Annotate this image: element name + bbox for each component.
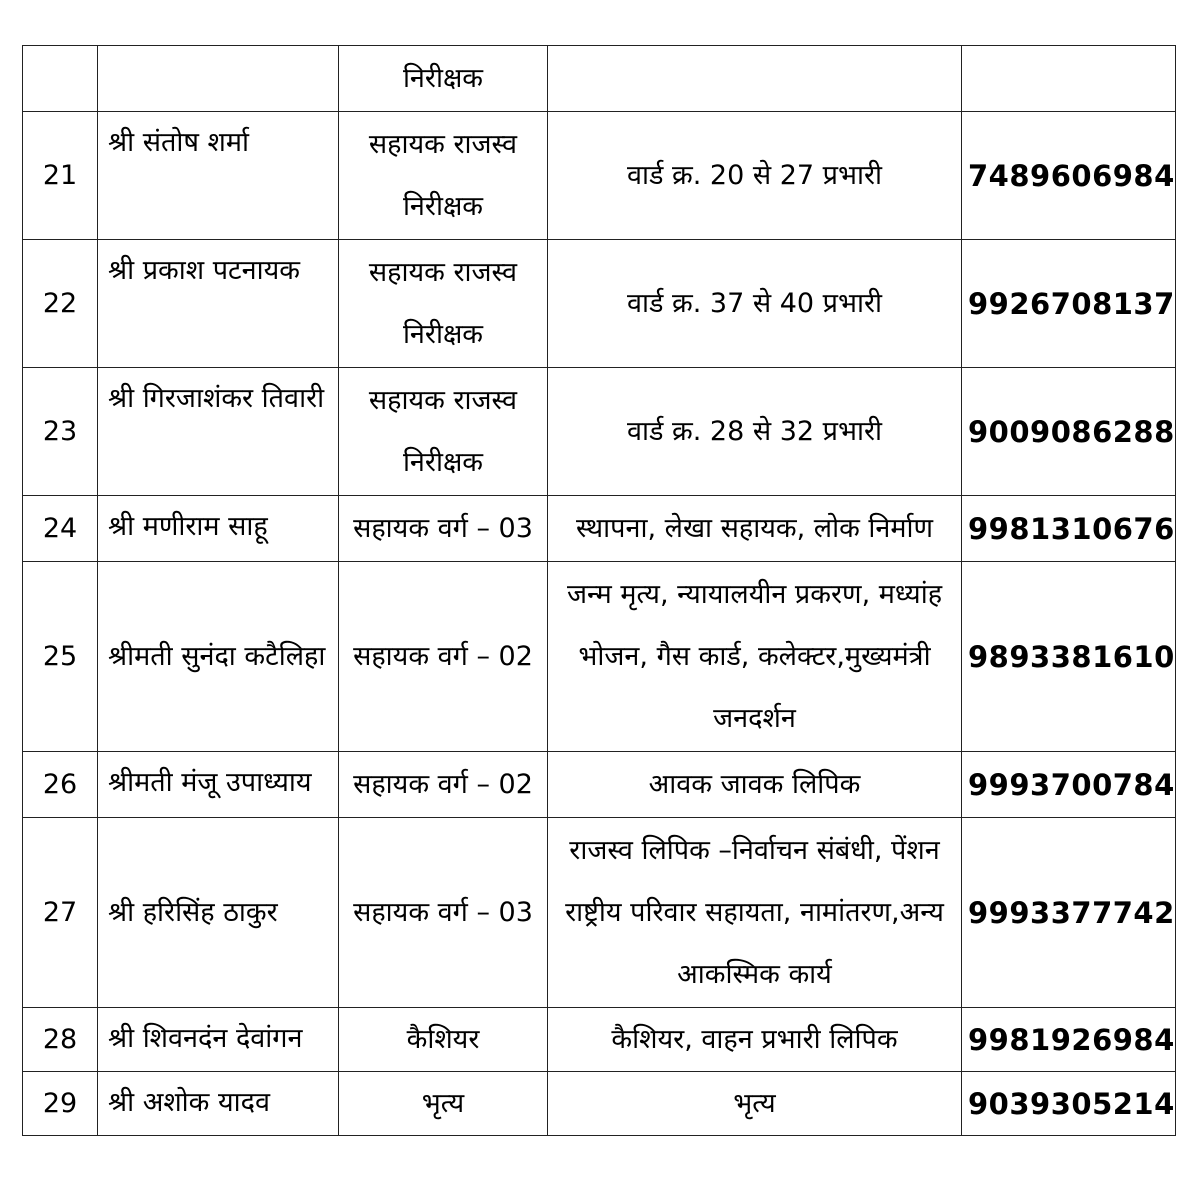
- phone-cell: 9893381610: [962, 562, 1176, 752]
- table-row: [23, 562, 1176, 752]
- designation-cell: [339, 368, 548, 496]
- work-line: आवक जावक लिपिक: [648, 768, 861, 800]
- designation-line: सहायक राजस्व: [368, 256, 518, 288]
- phone-cell: 9981310676: [962, 496, 1176, 562]
- designation-cell: [339, 752, 548, 818]
- work-cell: [548, 562, 962, 752]
- staff-table: [22, 45, 1176, 1136]
- name-cell: श्री प्रकाश पटनायक: [98, 240, 339, 368]
- phone-cell: 9993700784: [962, 752, 1176, 818]
- name-cell: श्री शिवनदंन देवांगन: [98, 1008, 339, 1072]
- table-row: [23, 46, 1176, 112]
- designation-cell: [339, 112, 548, 240]
- designation-cell: [339, 496, 548, 562]
- name-cell: श्री गिरजाशंकर तिवारी: [98, 368, 339, 496]
- serial-number-cell: [23, 46, 98, 112]
- designation-cell: [339, 46, 548, 112]
- designation-cell: [339, 1008, 548, 1072]
- table-row: [23, 496, 1176, 562]
- work-line: राष्ट्रीय परिवार सहायता, नामांतरण,अन्य: [565, 896, 944, 928]
- work-cell: [548, 752, 962, 818]
- serial-number-cell: 23: [23, 368, 98, 496]
- designation-line: निरीक्षक: [402, 190, 484, 222]
- designation-line: सहायक वर्ग – 03: [353, 896, 533, 928]
- table-row: [23, 240, 1176, 368]
- work-line: कैशियर, वाहन प्रभारी लिपिक: [611, 1023, 898, 1055]
- work-line: वार्ड क्र. 20 से 27 प्रभारी: [626, 159, 883, 191]
- designation-line: सहायक वर्ग – 02: [353, 640, 533, 672]
- serial-number-cell: 27: [23, 818, 98, 1008]
- designation-line: निरीक्षक: [402, 446, 484, 478]
- table-row: [23, 1072, 1176, 1136]
- serial-number-cell: 21: [23, 112, 98, 240]
- phone-cell: 9981926984: [962, 1008, 1176, 1072]
- work-line: स्थापना, लेखा सहायक, लोक निर्माण: [575, 512, 934, 544]
- designation-line: भृत्य: [421, 1087, 465, 1119]
- designation-line: सहायक वर्ग – 02: [353, 768, 533, 800]
- serial-number-cell: 24: [23, 496, 98, 562]
- designation-line: निरीक्षक: [402, 62, 484, 94]
- phone-cell: 7489606984: [962, 112, 1176, 240]
- designation-line: सहायक राजस्व: [368, 384, 518, 416]
- table-row: [23, 112, 1176, 240]
- designation-cell: [339, 1072, 548, 1136]
- work-line: भृत्य: [733, 1087, 776, 1119]
- designation-cell: [339, 818, 548, 1008]
- work-cell: [548, 1008, 962, 1072]
- table-row: [23, 368, 1176, 496]
- designation-line: निरीक्षक: [402, 318, 484, 350]
- work-cell: [548, 818, 962, 1008]
- work-line: जनदर्शन: [713, 702, 796, 734]
- designation-cell: [339, 562, 548, 752]
- designation-line: सहायक वर्ग – 03: [353, 512, 533, 544]
- phone-cell: 9993377742: [962, 818, 1176, 1008]
- designation-cell: [339, 240, 548, 368]
- work-cell: [548, 496, 962, 562]
- phone-cell: 9926708137: [962, 240, 1176, 368]
- staff-table-body: [23, 46, 1176, 1136]
- phone-cell: 9009086288: [962, 368, 1176, 496]
- serial-number-cell: 25: [23, 562, 98, 752]
- name-cell: श्रीमती सुनंदा कटैलिहा: [98, 562, 339, 752]
- serial-number-cell: 26: [23, 752, 98, 818]
- work-line: जन्म मृत्य, न्यायालयीन प्रकरण, मध्यांह: [566, 578, 943, 610]
- work-cell: [548, 112, 962, 240]
- work-line: राजस्व लिपिक –निर्वाचन संबंधी, पेंशन: [569, 834, 940, 866]
- work-cell: [548, 1072, 962, 1136]
- designation-line: सहायक राजस्व: [368, 128, 518, 160]
- phone-cell: 9039305214: [962, 1072, 1176, 1136]
- work-cell: [548, 46, 962, 112]
- work-line: वार्ड क्र. 37 से 40 प्रभारी: [626, 287, 883, 319]
- serial-number-cell: 29: [23, 1072, 98, 1136]
- work-cell: [548, 240, 962, 368]
- table-row: [23, 1008, 1176, 1072]
- designation-line: कैशियर: [406, 1023, 480, 1055]
- work-cell: [548, 368, 962, 496]
- work-line: आकस्मिक कार्य: [677, 958, 832, 990]
- table-row: [23, 752, 1176, 818]
- name-cell: श्री मणीराम साहू: [98, 496, 339, 562]
- name-cell: श्री अशोक यादव: [98, 1072, 339, 1136]
- name-cell: श्री हरिसिंह ठाकुर: [98, 818, 339, 1008]
- table-row: [23, 818, 1176, 1008]
- name-cell: श्री संतोष शर्मा: [98, 112, 339, 240]
- name-cell: श्रीमती मंजू उपाध्याय: [98, 752, 339, 818]
- serial-number-cell: 28: [23, 1008, 98, 1072]
- work-line: वार्ड क्र. 28 से 32 प्रभारी: [626, 415, 883, 447]
- work-line: भोजन, गैस कार्ड, कलेक्टर,मुख्यमंत्री: [578, 640, 931, 672]
- serial-number-cell: 22: [23, 240, 98, 368]
- phone-cell: [962, 46, 1176, 112]
- name-cell: [98, 46, 339, 112]
